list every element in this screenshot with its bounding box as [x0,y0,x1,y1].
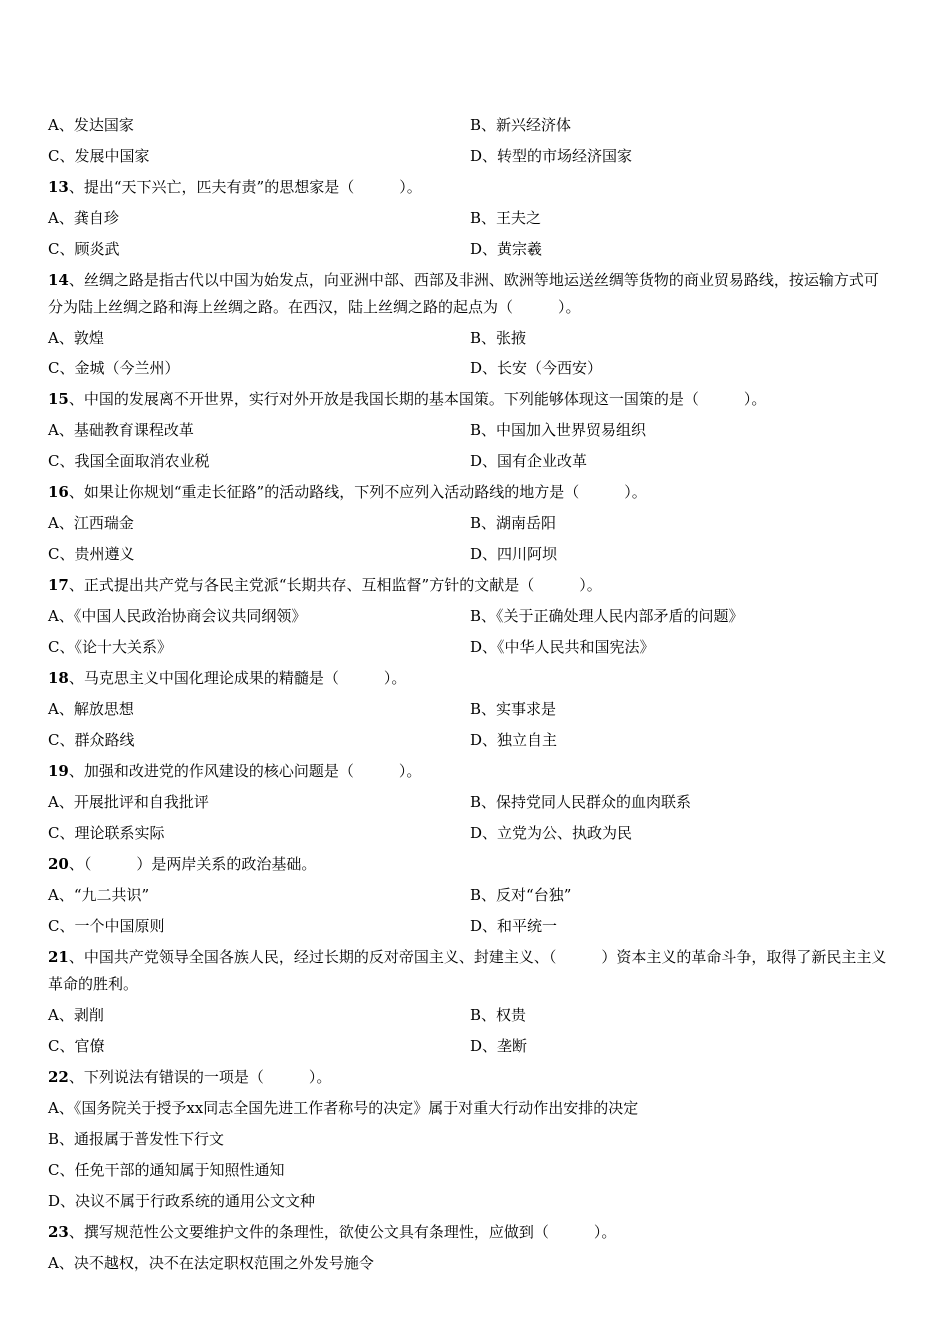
question-18 [48,668,406,688]
option-21a: A、剥削 [48,1006,104,1024]
question-14 [48,267,893,321]
option-17d: D、《中华人民共和国宪法》 [470,638,655,656]
question-text: 、丝绸之路是指古代以中国为始发点，向亚洲中部、西部及非洲、欧洲等地运送丝绸等货物的商业贸易路线，按运输方式可分为陆上丝绸之路和海上丝绸之路。在西汉，陆上丝绸之路的起点为（ ）。 [48,271,879,316]
option-14b: B、张掖 [470,329,527,347]
question-number: 20 [48,855,69,873]
option-22a: A、《国务院关于授予xx同志全国先进工作者称号的决定》属于对重大行动作出安排的决定 [48,1099,639,1117]
question-number: 13 [48,178,69,196]
option-18d: D、独立自主 [470,731,558,749]
question-19 [48,761,421,781]
question-number: 14 [48,271,69,289]
question-text: 、提出“天下兴亡，匹夫有责”的思想家是（ ）。 [68,178,422,196]
question-text: 、加强和改进党的作风建设的核心问题是（ ）。 [68,762,422,780]
question-text: 、中国共产党领导全国各族人民，经过长期的反对帝国主义、封建主义、（ ）资本主义的革命斗争，取得了新民主主义革命的胜利。 [48,948,887,993]
option-21b: B、权贵 [470,1006,527,1024]
question-number: 19 [48,762,69,780]
question-17 [48,575,602,595]
option-19c: C、理论联系实际 [48,824,165,842]
option-22d: D、决议不属于行政系统的通用公文文种 [48,1192,316,1210]
option-22b: B、通报属于普发性下行文 [48,1130,225,1148]
option-21c: C、官僚 [48,1037,105,1055]
option-16d: D、四川阿坝 [470,545,558,563]
question-20 [48,854,316,874]
option-13a: A、龚自珍 [48,209,119,227]
question-text: 、正式提出共产党与各民主党派“长期共存、互相监督”方针的文献是（ ）。 [68,576,602,594]
option-16b: B、湖南岳阳 [470,514,557,532]
option-16a: A、江西瑞金 [48,514,134,532]
option-16c: C、贵州遵义 [48,545,135,563]
option-17a: A、《中国人民政治协商会议共同纲领》 [48,607,307,625]
option-21d: D、垄断 [470,1037,528,1055]
question-text: 、下列说法有错误的一项是（ ）。 [68,1068,332,1086]
option-15d: D、国有企业改革 [470,452,588,470]
question-number: 15 [48,390,69,408]
question-15 [48,389,766,409]
option-13c: C、顾炎武 [48,240,120,258]
option-20c: C、一个中国原则 [48,917,165,935]
question-16 [48,482,647,502]
option-19d: D、立党为公、执政为民 [470,824,633,842]
option-20a: A、“九二共识” [48,886,150,904]
question-text: 、中国的发展离不开世界，实行对外开放是我国长期的基本国策。下列能够体现这一国策的是（ ）。 [68,390,767,408]
option-14a: A、敦煌 [48,329,104,347]
option-17b: B、《关于正确处理人民内部矛盾的问题》 [470,607,744,625]
option-13b: B、王夫之 [470,209,542,227]
option-15c: C、我国全面取消农业税 [48,452,210,470]
question-text: 、如果让你规划“重走长征路”的活动路线，下列不应列入活动路线的地方是（ ）。 [68,483,647,501]
option-13d: D、黄宗羲 [470,240,543,258]
question-number: 22 [48,1068,69,1086]
option-12a: A、发达国家 [48,116,134,134]
option-19b: B、保持党同人民群众的血肉联系 [470,793,692,811]
option-14c: C、金城（今兰州） [48,359,180,377]
question-number: 16 [48,483,69,501]
question-number: 21 [48,948,69,966]
option-14d: D、长安（今西安） [470,359,603,377]
question-text: 、（ ）是两岸关系的政治基础。 [68,855,317,873]
option-19a: A、开展批评和自我批评 [48,793,209,811]
question-text: 、撰写规范性公文要维护文件的条理性，欲使公文具有条理性，应做到（ ）。 [68,1223,617,1241]
option-23a: A、决不越权，决不在法定职权范围之外发号施令 [48,1254,374,1272]
option-12d: D、转型的市场经济国家 [470,147,633,165]
question-21 [48,944,893,998]
question-number: 17 [48,576,69,594]
option-12c: C、发展中国家 [48,147,150,165]
question-13 [48,177,422,197]
option-18c: C、群众路线 [48,731,135,749]
option-15b: B、中国加入世界贸易组织 [470,421,647,439]
option-12b: B、新兴经济体 [470,116,572,134]
option-18b: B、实事求是 [470,700,557,718]
question-23 [48,1222,616,1242]
question-number: 18 [48,669,69,687]
option-22c: C、任免干部的通知属于知照性通知 [48,1161,285,1179]
option-20d: D、和平统一 [470,917,558,935]
option-20b: B、反对“台独” [470,886,572,904]
question-22 [48,1067,331,1087]
option-18a: A、解放思想 [48,700,134,718]
option-15a: A、基础教育课程改革 [48,421,194,439]
question-text: 、马克思主义中国化理论成果的精髓是（ ）。 [68,669,407,687]
question-number: 23 [48,1223,69,1241]
option-17c: C、《论十大关系》 [48,638,172,656]
